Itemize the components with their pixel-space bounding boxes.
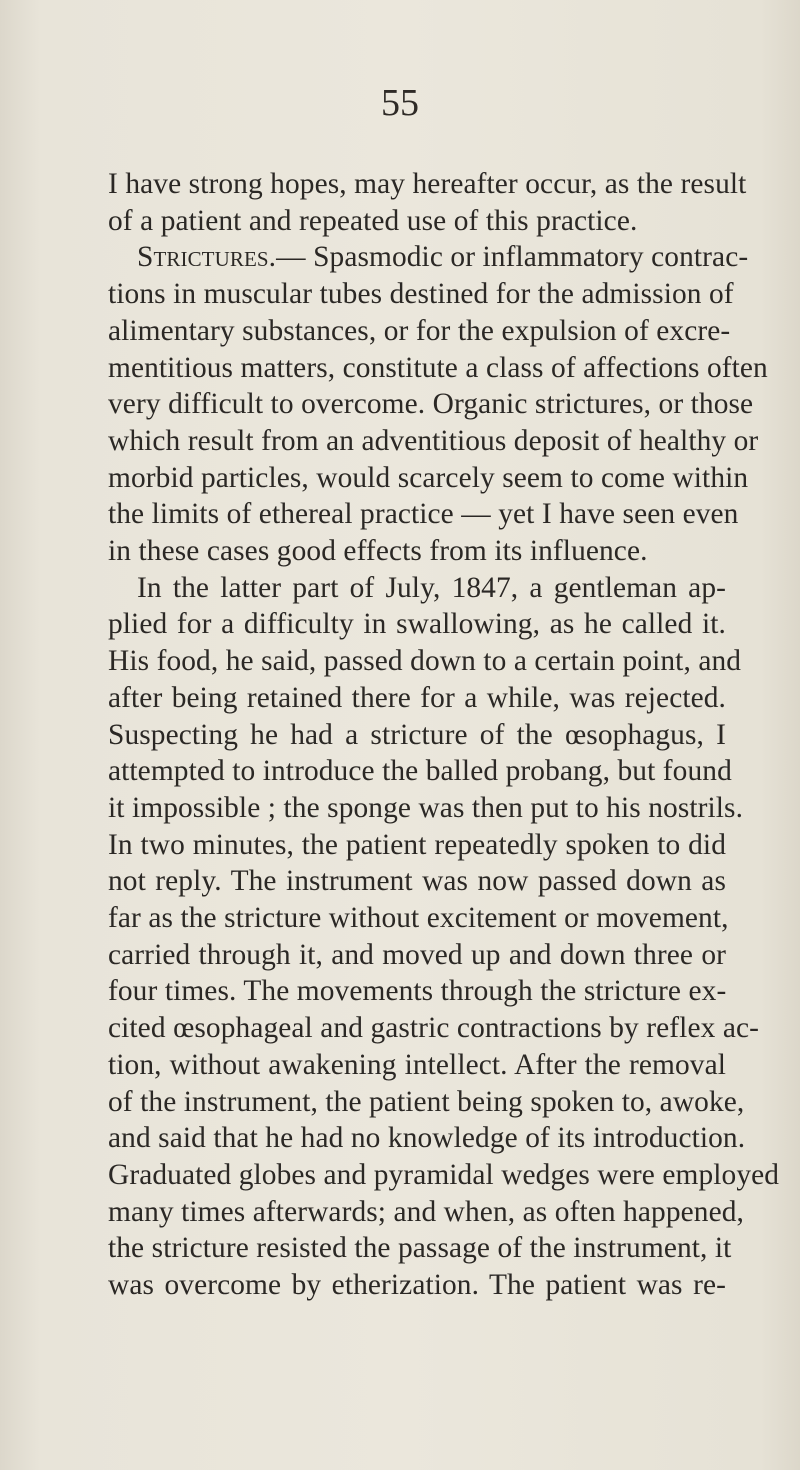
text-line: the limits of ethereal practice — yet I have seen even xyxy=(108,498,739,531)
text-line: of a patient and repeated use of this practice. xyxy=(108,204,638,237)
text-line: of the instrument, the patient being spoken to, awoke, xyxy=(108,1085,745,1118)
text-line: four times. The movements through the stricture ex- xyxy=(108,975,727,1008)
text-line: in these cases good effects from its influence. xyxy=(108,535,648,568)
text-line: which result from an adventitious deposit of healthy or xyxy=(108,424,759,457)
text-line: cited œsophageal and gastric contractions by reflex ac- xyxy=(108,1012,760,1045)
text-line: mentitious matters, constitute a class of affections often xyxy=(108,351,768,384)
text-line: plied for a difficulty in swallowing, as he called it. xyxy=(108,608,726,641)
text-line: Graduated globes and pyramidal wedges were employed xyxy=(108,1158,780,1191)
text-line: His food, he said, passed down to a certain point, and xyxy=(108,645,742,678)
text-line: In the latter part of July, 1847, a gentleman ap- xyxy=(137,571,726,604)
text-line: tions in muscular tubes destined for the admission of xyxy=(108,278,734,311)
text-line: tion, without awakening intellect. After the removal xyxy=(108,1048,726,1081)
text-line: not reply. The instrument was now passed down as xyxy=(108,865,726,898)
text-line: very difficult to overcome. Organic strictures, or those xyxy=(108,388,754,421)
text-line: morbid particles, would scarcely seem to come within xyxy=(108,461,749,494)
text-line: and said that he had no knowledge of its introduction. xyxy=(108,1122,746,1155)
text-line: In two minutes, the patient repeatedly spoken to did xyxy=(108,828,726,861)
text-line: the stricture resisted the passage of the instrument, it xyxy=(108,1232,732,1265)
text-line: alimentary substances, or for the expulsion of excre- xyxy=(108,314,731,347)
text-line: was overcome by etherization. The patient was re- xyxy=(108,1269,726,1302)
text-line: Suspecting he had a stricture of the œsophagus, I xyxy=(108,718,726,751)
text-line: after being retained there for a while, was rejected. xyxy=(108,681,726,714)
text-line: carried through it, and moved up and down three or xyxy=(108,938,726,971)
text-line: I have strong hopes, may hereafter occur, as the result xyxy=(108,168,747,200)
text-line: far as the stricture without excitement or movement, xyxy=(108,902,729,935)
text-line: attempted to introduce the balled probang, but found xyxy=(108,755,732,788)
text-line: it impossible ; the sponge was then put to his nostrils. xyxy=(108,791,744,824)
text-line-strictures: Strictures.— Spasmodic or inflammatory contrac- xyxy=(137,241,749,274)
section-heading-word: Strictures. xyxy=(137,241,277,274)
text-line: many times afterwards; and when, as often happened, xyxy=(108,1195,744,1228)
page-number: 55 xyxy=(381,82,419,124)
body-text xyxy=(108,166,780,1304)
